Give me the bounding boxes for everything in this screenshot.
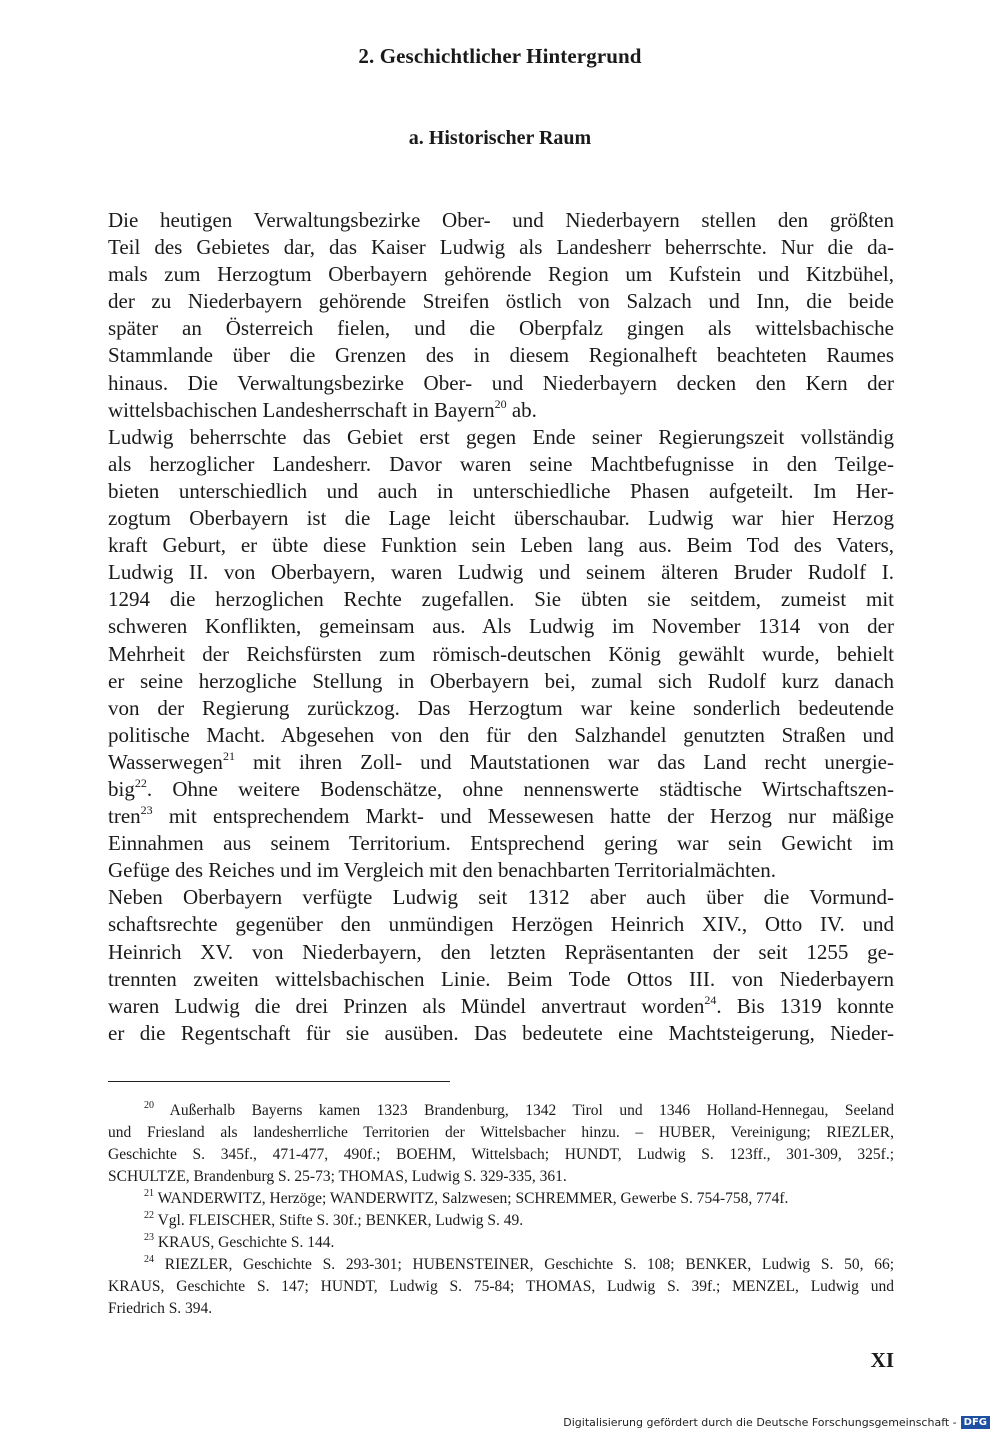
footnote-ref[interactable]: 22 [134,775,147,790]
footnote-line: KRAUS, Geschichte S. 147; HUNDT, Ludwig S. 75-84; THOMAS, Ludwig S. 39f.; MENZEL, Ludwig und [108,1278,894,1295]
footnote-number: 21 [144,1188,154,1199]
funding-notice [563,1416,990,1429]
body-line: Neben Oberbayern verfügte Ludwig seit 1312 aber auch über die Vormund- [108,885,894,910]
body-line [108,993,894,1020]
page-number: XI [870,1348,894,1372]
body-line: bieten unterschiedlich und auch in unterschiedliche Phasen aufgeteilt. Im Her- [108,478,894,503]
body-line: trennten zweiten wittelsbachischen Linie. Beim Tode Ottos III. von Niederbayern [108,966,894,991]
body-line: Stammlande über die Grenzen des in diesem Regionalheft beachteten Raumes [108,343,894,368]
body-line: Heinrich XV. von Niederbayern, den letzten Repräsentanten der seit 1255 ge- [108,939,894,964]
section-title: a. Historischer Raum [408,127,592,149]
body-line: Einnahmen aus seinem Territorium. Entsprechend gering war sein Gewicht im [108,831,894,856]
body-line [108,397,894,424]
dfg-logo-icon: DFG [961,1416,990,1429]
body-line: er seine herzogliche Stellung in Oberbayern bei, zumal sich Rudolf kurz danach [108,668,894,693]
body-line: der zu Niederbayern gehörende Streifen östlich von Salzach und Inn, die beide [108,289,894,314]
footnote-ref[interactable]: 21 [222,748,235,763]
body-line: mals zum Herzogtum Oberbayern gehörende Region um Kufstein und Kitzbühel, [108,262,894,287]
body-line [108,749,894,776]
text-fragment: . Ohne weitere Bodenschätze, ohne nennenswerte städtische Wirtschaftszen- [146,776,894,801]
text-fragment: big [108,776,135,801]
footnote-number: 24 [144,1254,154,1265]
footnote-22 [108,1210,894,1232]
footnote-21 [108,1188,894,1210]
text-fragment: mit entsprechendem Markt- und Messewesen hatte der Herzog nur mäßige [168,804,894,829]
body-line: Ludwig beherrschte das Gebiet erst gegen Ende seiner Regierungszeit vollständig [108,424,894,449]
footnote-text: WANDERWITZ, Herzöge; WANDERWITZ, Salzwesen; SCHREMMER, Gewerbe S. 754-758, 774f. [157,1190,789,1207]
funding-text: Digitalisierung gefördert durch die Deutsche Forschungsgemeinschaft - [563,1416,957,1429]
text-fragment: mit ihren Zoll- und Mautstationen war das Land recht unergie- [252,749,894,774]
body-line: später an Österreich fielen, und die Oberpfalz gingen als wittelsbachische [108,316,894,341]
body-line: als herzoglicher Landesherr. Davor waren seine Machtbefugnisse in den Teilge- [108,451,894,476]
chapter-title: 2. Geschichtlicher Hintergrund [358,44,642,68]
footnote-divider [108,1081,450,1082]
body-line: Teil des Gebietes dar, das Kaiser Ludwig als Landesherr beherrschte. Nur die da- [108,235,894,260]
body-line: schweren Konflikten, gemeinsam aus. Als Ludwig im November 1314 von der [108,614,894,639]
body-line: Mehrheit der Reichsfürsten zum römisch-deutschen König gewählt wurde, behielt [108,641,894,666]
footnote-text: KRAUS, Geschichte S. 144. [157,1234,335,1251]
footnote-line: Friedrich S. 394. [108,1300,213,1317]
body-line: Gefüge des Reiches und im Vergleich mit den benachbarten Territorialmächten. [108,858,776,883]
body-line: von der Regierung zurückzog. Das Herzogtum war keine sonderlich bedeutende [108,695,894,720]
body-line: Die heutigen Verwaltungsbezirke Ober- und Niederbayern stellen den größten [108,208,894,232]
footnote-24 [108,1254,894,1276]
footnote-number: 23 [144,1232,154,1243]
body-line: schaftsrechte gegenüber den unmündigen Herzögen Heinrich XIV., Otto IV. und [108,912,894,937]
body-text [108,207,894,1047]
text-fragment: tren [108,804,141,829]
body-line: zogtum Oberbayern ist die Lage leicht überschaubar. Ludwig war hier Herzog [108,506,894,531]
footnote-number: 22 [144,1210,154,1221]
body-line: politische Macht. Abgesehen von den für den Salzhandel genutzten Straßen und [108,722,894,747]
footnote-line: SCHULTZE, Brandenburg S. 25-73; THOMAS, Ludwig S. 329-335, 361. [108,1168,567,1185]
footnote-line: und Friesland als landesherrliche Territorien der Wittelsbacher hinzu. – HUBER, Vereinigung; RIEZLER, [108,1124,894,1141]
body-line: Ludwig II. von Oberbayern, waren Ludwig und seinem älteren Bruder Rudolf I. [108,560,894,585]
body-line: kraft Geburt, er übte diese Funktion sein Leben lang aus. Beim Tod des Vaters, [108,533,894,558]
body-line: 1294 die herzoglichen Rechte zugefallen. Sie übten sie seitdem, zumeist mit [108,587,894,612]
text-fragment: waren Ludwig die drei Prinzen als Mündel anvertraut worden [108,993,705,1018]
footnote-23 [108,1232,894,1254]
footnote-line: Geschichte S. 345f., 471-477, 490f.; BOEHM, Wittelsbach; HUNDT, Ludwig S. 123ff., 301-309, 325f.; [108,1146,894,1163]
footnote-text: Außerhalb Bayerns kamen 1323 Brandenburg, 1342 Tirol und 1346 Holland-Hennegau, Seeland [169,1102,894,1119]
body-line [108,776,894,803]
text-fragment: . Bis 1319 konnte [716,993,894,1018]
body-line [108,803,894,830]
footnote-ref[interactable]: 23 [140,803,153,818]
footnote-text: RIEZLER, Geschichte S. 293-301; HUBENSTEINER, Geschichte S. 108; BENKER, Ludwig S. 50, 66; [164,1256,894,1273]
footnote-ref[interactable]: 24 [704,992,717,1007]
footnote-number: 20 [144,1100,154,1111]
text-fragment: Wasserwegen [108,749,223,774]
body-line: er die Regentschaft für sie ausüben. Das bedeutete eine Machtsteigerung, Nieder- [108,1020,894,1045]
text-fragment: ab. [511,397,537,422]
footnotes [108,1100,894,1320]
footnote-text: Vgl. FLEISCHER, Stifte S. 30f.; BENKER, Ludwig S. 49. [157,1212,524,1229]
text-fragment: wittelsbachischen Landesherrschaft in Bayern [108,397,495,422]
footnote-20 [108,1100,894,1122]
footnote-ref[interactable]: 20 [494,396,507,411]
body-line: hinaus. Die Verwaltungsbezirke Ober- und Niederbayern decken den Kern der [108,370,894,395]
